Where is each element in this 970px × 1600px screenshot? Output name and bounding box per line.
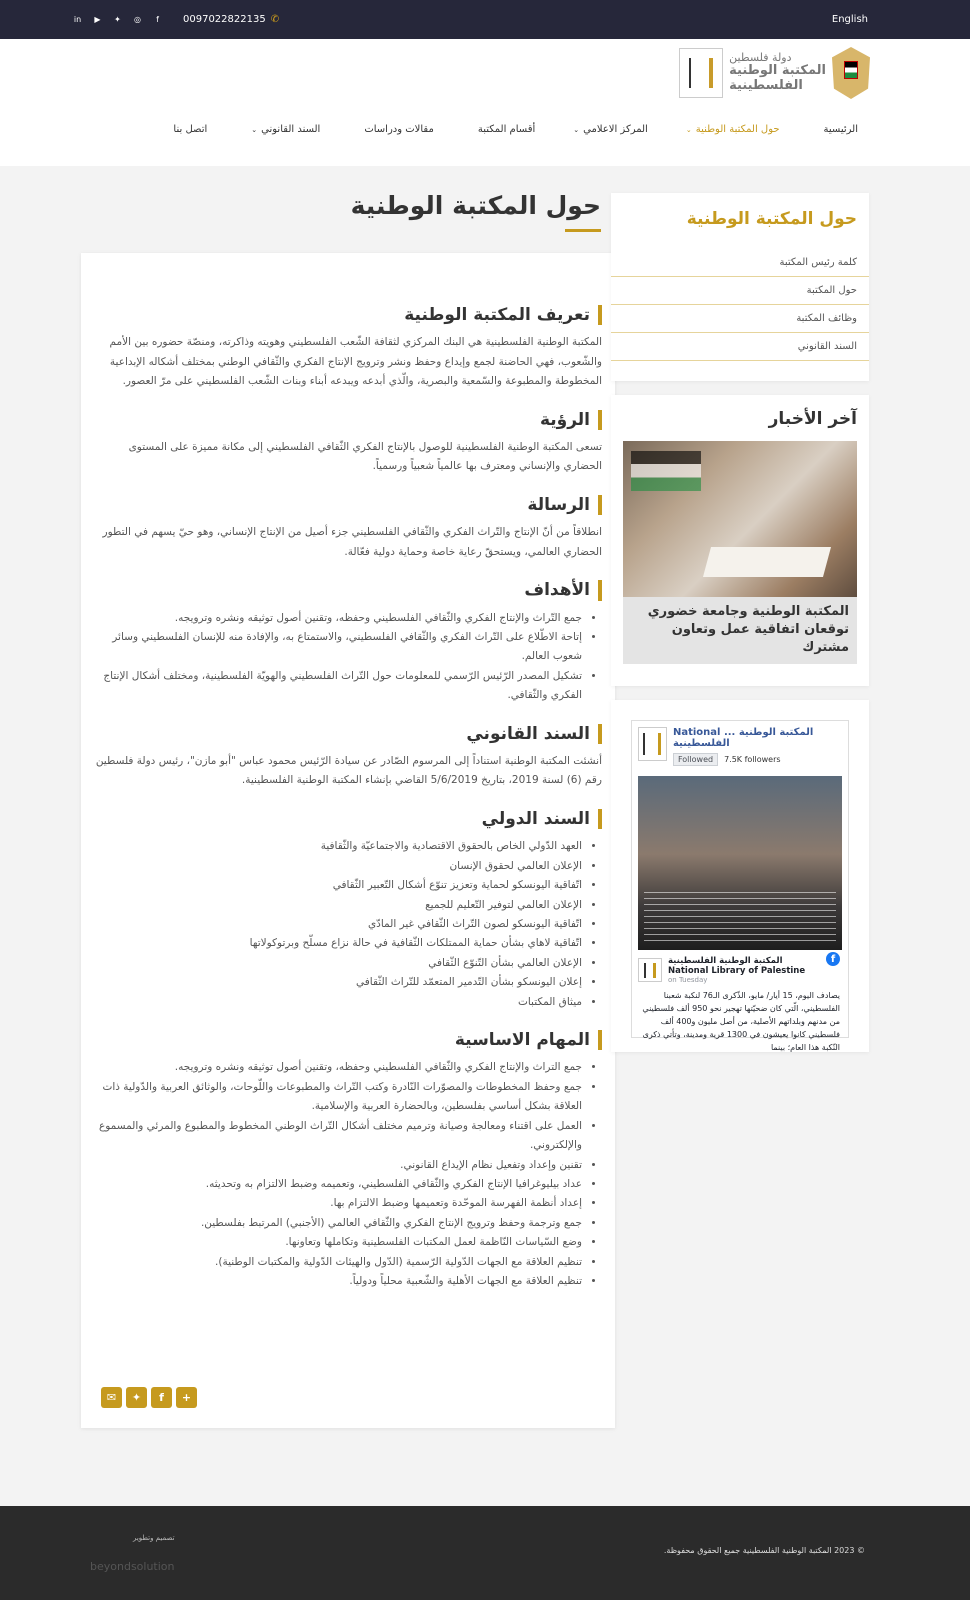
logo-text [729,52,826,95]
list-item: • الإعلان العالمي بشأن التّنوّع الثّقافي [94,954,582,973]
list-item: • العمل على اقتناء ومعالجة وصيانة وترميم مختلف أشكال التّراث الوطني المخطوط والمطبوع والمرئي والمسموع والإلكتروني. [94,1117,582,1156]
list-item: • جمع التراث والإنتاج الفكري والثّقافي الفلسطيني وحفظه، وتقنين أصول توثيقه ونشره وترويجه. [94,1058,582,1077]
social-links [72,14,163,25]
section-heading-international: السند الدولي [94,809,602,829]
facebook-widget [631,720,849,1052]
sidebar-link-president-word[interactable]: كلمة رئيس المكتبة [611,249,869,277]
list-item: • ميثاق المكتبات [94,993,582,1012]
list-item: • اتّفاقية اليونسكو لصون التّراث الثّقافي غير المادّي [94,915,582,934]
phone-link[interactable] [183,14,279,25]
site-footer [0,1506,970,1600]
chevron-down-icon: ⌄ [573,125,580,134]
list-item: • إتاحة الاطّلاع على التّراث الفكري والثّقافي الفلسطيني، والاستمتاع به، والإفادة منه للإنسان الفلسطيني وسائر شعوب العالم. [94,628,582,667]
page-title: حول المكتبة الوطنية [350,191,601,220]
instagram-icon[interactable]: ◎ [134,15,141,24]
section-heading-vision: الرؤية [94,410,602,430]
nav-about[interactable]: حول المكتبة الوطنية ⌄ [685,124,780,135]
add-share-icon[interactable]: + [176,1387,197,1408]
nav-media-center[interactable]: المركز الاعلامي ⌄ [573,124,648,135]
sidebar-about-links [611,249,869,361]
nav-articles[interactable]: مقالات ودراسات [364,124,434,135]
sidebar-link-about[interactable]: حول المكتبة [611,277,869,305]
site-logo[interactable] [679,47,870,99]
facebook-follow-button[interactable]: Followed [673,753,718,766]
chevron-down-icon: ⌄ [685,125,692,134]
chevron-down-icon: ⌄ [251,125,258,134]
logo-line-2: المكتبة الوطنية [729,63,826,79]
section-heading-goals: الأهداف [94,580,602,600]
main-nav [173,124,858,135]
developer-credit[interactable] [90,1534,175,1573]
list-item: • تشكيل المصدر الرّئيس الرّسمي للمعلومات حول التّراث الفلسطيني والهويّة الفلسطينية، ومختلف أشكال الإنتاج الفكري والثّقافي. [94,667,582,706]
facebook-post-text: يصادف اليوم، 15 أيار/ مايو، الذّكرى الـ76 لنكبة شعبنا الفلسطيني، الّتي كان ضحيّتها تهجير نحو 950 ألف فلسطيني من مدنهم وبلداتهم الأصلية، من أصل مليون و400 ألف فلسطيني كانوا يعيشون في 1300 قرية ومدينة، وتأتي ذكرى النّكبة هذا العام؛ بينما [642,991,840,1052]
section-heading-legal: السند القانوني [94,724,602,744]
sidebar-facebook [611,700,869,1052]
tasks-list [94,1058,602,1291]
list-item: • تنظيم العلاقة مع الجهات الدّولية الرّسمية (الدّول والهيئات الدّولية والمكتبات الوطنية). [94,1253,582,1272]
youtube-icon[interactable]: ▶ [94,15,101,24]
list-item: • اتّفاقية لاهاي بشأن حماية الممتلكات الثّقافية في حالة نزاع مسلّح وبرتوكولاتها [94,934,582,953]
facebook-page-header [632,721,848,772]
facebook-share-icon[interactable]: f [151,1387,172,1408]
main-container [0,166,970,1502]
facebook-post-header [632,950,848,990]
library-logo-icon [679,48,723,98]
phone-number: 0097022822135 [183,14,266,25]
sidebar-news [611,395,869,686]
list-item: • وضع السّياسات النّاظمة لعمل المكتبات الفلسطينية وتكاملها وتعاونها. [94,1233,582,1252]
list-item: • جمع وحفظ المخطوطات والمصوّرات النّادرة وكتب التّراث والمطبوعات واللّوحات، والوثائق العربية والدّولية ذات العلاقة بشكل أساسي بفلسطين، وبالحضارة العربية والإسلامية. [94,1078,582,1117]
list-item: • عداد بيليوغرافيا الإنتاج الفكري والثّقافي الفلسطيني، وتعميمه وضبط الالتزام به وتحديثه. [94,1175,582,1194]
copyright-text: © 2023 المكتبة الوطنية الفلسطينية جميع الحقوق محفوظة. [663,1546,865,1555]
nav-home[interactable]: الرئيسية [823,124,858,135]
list-item: • جمع التّراث والإنتاج الفكري والثّقافي الفلسطيني وحفظه، وتقنين أصول توثيقه ونشره وترويجه. [94,609,582,628]
content-card [81,253,615,1428]
credit-label: تصميم وتطوير [132,1534,175,1542]
facebook-icon[interactable]: f [156,15,159,24]
twitter-icon[interactable]: ✦ [114,15,121,24]
list-item: • إعلان اليونسكو بشأن التّدمير المتعمّد للتّراث الثّقافي [94,973,582,992]
list-item: • تقنين وإعداد وتفعيل نظام الإيداع القانوني. [94,1156,582,1175]
facebook-post-author[interactable]: المكتبة الوطنية الفلسطينية National Library of Palestine [668,956,806,977]
email-share-icon[interactable]: ✉ [101,1387,122,1408]
site-header [0,39,970,166]
sidebar-about [611,193,869,381]
twitter-share-icon[interactable]: ✦ [126,1387,147,1408]
facebook-post-avatar[interactable] [638,958,662,982]
nav-departments[interactable]: أقسام المكتبة [477,124,536,135]
facebook-followers-count: 7.5K followers [724,755,781,764]
section-heading-definition: تعريف المكتبة الوطنية [94,305,602,325]
section-text-legal: أنشئت المكتبة الوطنية استناداً إلى المرسوم الصّادر عن سيادة الرّئيس محمود عباس "أبو مازن"، رئيس دولة فلسطين رقم (6) لسنة 2019، بتاريخ 5/6/2019 القاضي بإنشاء المكتبة الوطنية الفلسطينية. [95,755,602,787]
credit-company: beyondsolution [90,1560,175,1573]
list-item: • الإعلان العالمي لحقوق الإنسان [94,857,582,876]
list-item: • العهد الدّولي الخاص بالحقوق الاقتصادية والاجتماعيّة والثّقافية [94,837,582,856]
section-text-vision: تسعى المكتبة الوطنية الفلسطينية للوصول بالإنتاج الفكري الثّقافي الفلسطيني إلى مكانة مميزة على المستوى الحضاري والإنساني ومعترف بها عالمياً شعبياً ورسمياً. [128,441,602,473]
news-image[interactable] [623,441,857,597]
facebook-logo-icon: f [826,952,840,966]
sidebar-about-title: حول المكتبة الوطنية [686,209,857,229]
nav-contact[interactable]: اتصل بنا [173,124,208,135]
sidebar-link-legal[interactable]: السند القانوني [611,333,869,361]
sidebar-news-title: آخر الأخبار [768,409,857,429]
sidebar-link-functions[interactable]: وظائف المكتبة [611,305,869,333]
facebook-post-time: on Tuesday [668,976,708,985]
goals-list [94,609,602,706]
title-underline [565,229,601,232]
top-bar [0,0,970,39]
section-heading-mission: الرسالة [94,495,602,515]
facebook-post-image[interactable] [638,776,842,950]
phone-icon: ✆ [270,14,280,25]
list-item: • إعداد أنظمة الفهرسة الموحّدة وتعميمها وضبط الالتزام بها. [94,1194,582,1213]
facebook-page-avatar[interactable] [638,727,667,761]
section-text-definition: المكتبة الوطنية الفلسطينية هي البنك المركزي لثقافة الشّعب الفلسطيني وهويته وذاكرته، ومنصّة حضوره بين الأمم والشّعوب، فهي الحاضنة لجمع وإيداع وحفظ ونشر وترويج الإنتاج الفكري والثّقافي الوطني بمختلف أشكاله الإبداعية المخطوطة والمطبوعة والسّمعية والبصرية، والّذي أبدعه ويبدعه أبناء وبنات الشّعب الفلسطيني على مرّ العصور. [109,336,602,388]
logo-line-3: الفلسطينية [729,78,803,94]
logo-line-1: دولة فلسطين [729,50,792,64]
list-item: • اتّفاقية اليونسكو لحماية وتعزيز تنوّع أشكال التّعبير الثّقافي [94,876,582,895]
section-heading-tasks: المهام الاساسية [94,1030,602,1050]
news-caption[interactable]: المكتبة الوطنية وجامعة خضوري توقعان اتفاقية عمل وتعاون مشترك [623,597,857,664]
language-switch[interactable]: English [831,14,868,25]
list-item: • جمع وترجمة وحفظ وترويج الإنتاج الفكري والثّقافي العالمي (الأجنبي) المرتبط بفلسطين. [94,1214,582,1233]
top-bar-contact [72,14,279,25]
list-item: • تنظيم العلاقة مع الجهات الأهلية والشّعبية محلياً ودولياً. [94,1272,582,1291]
section-text-mission: انطلاقاً من أنّ الإنتاج والتّراث الفكري والثّقافي الفلسطيني جزء أصيل من الإنتاج الإنساني، وهو حيّ يسهم في التطور الحضاري العالمي، ويستحقّ رعاية خاصة وحماية دولية فعّالة. [102,526,602,558]
nav-legal[interactable]: السند القانوني ⌄ [251,124,321,135]
share-buttons [101,1387,197,1408]
facebook-page-name[interactable]: National ... المكتبة الوطنية الفلسطينية [672,727,814,749]
palestine-emblem-icon [832,47,870,99]
international-list [94,837,602,1012]
linkedin-icon[interactable]: in [73,15,82,24]
list-item: • الإعلان العالمي لتوفير التّعليم للجميع [94,896,582,915]
